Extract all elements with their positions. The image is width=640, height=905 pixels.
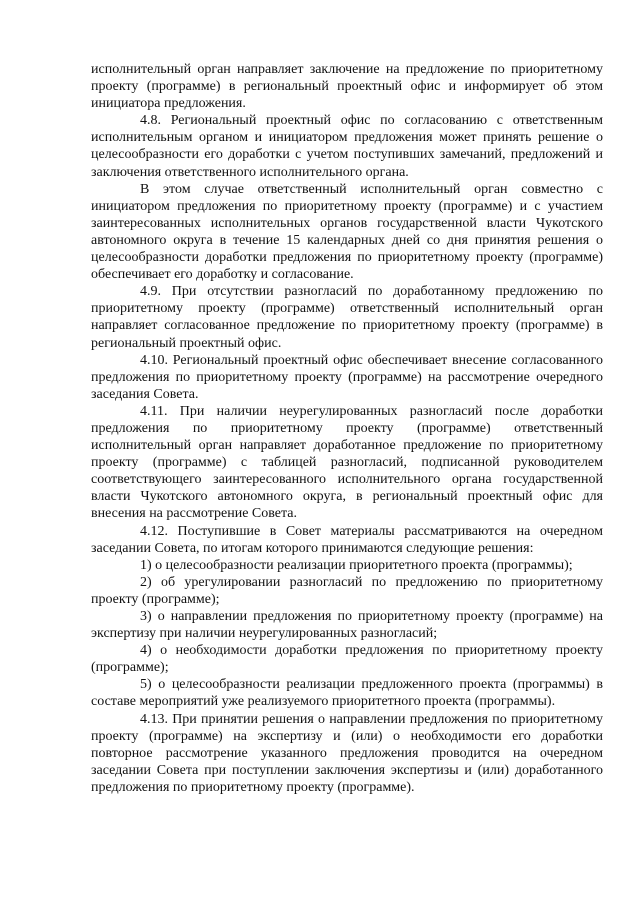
paragraph-4-13: 4.13. При принятии решения о направлении предложения по приоритетному проекту (программе) на экспертизу и (или) о необходимости его доработки повторное рассмотрение указанного предложения проводится на очередном заседании Совета при поступлении заключения экспертизы и (или) доработанного предложения по приоритетному проекту (программе). [91, 711, 603, 795]
list-item-1: 1) о целесообразности реализации приоритетного проекта (программы); [140, 557, 573, 573]
document-page [91, 61, 603, 796]
list-item-2: 2) об урегулировании разногласий по предложению по приоритетному проекту (программе); [91, 574, 603, 607]
paragraph-4-10: 4.10. Региональный проектный офис обеспечивает внесение согласованного предложения по приоритетному проекту (программе) на рассмотрение очередного заседания Совета. [91, 352, 603, 402]
paragraph-4-12: 4.12. Поступившие в Совет материалы рассматриваются на очередном заседании Совета, по итогам которого принимаются следующие решения: [91, 523, 603, 556]
list-item-4: 4) о необходимости доработки предложения по приоритетному проекту (программе); [91, 643, 603, 676]
paragraph-4-9: 4.9. При отсутствии разногласий по доработанному предложению по приоритетному проекту (программе) ответственный исполнительный орган направляет согласованное предложение по приоритетному проекту (программе) в региональный проектный офис. [91, 284, 603, 351]
paragraph-4-11: 4.11. При наличии неурегулированных разногласий после доработки предложения по приоритетному проекту (программе) ответственный исполнительный орган направляет доработанное предложение по приоритетному проекту (программе) с таблицей разногласий, подписанной руководителем соответствующего заинтересованного исполнительного органа государственной власти Чукотского автономного округа, в региональный проектный офис для внесения на рассмотрение Совета. [91, 403, 603, 522]
list-item-3: 3) о направлении предложения по приоритетному проекту (программе) на экспертизу при наличии неурегулированных разногласий; [91, 609, 603, 642]
paragraph-4-8: 4.8. Региональный проектный офис по согласованию с ответственным исполнительным органом и инициатором предложения может принять решение о целесообразности его доработки с учетом поступивших замечаний, предложений и заключения ответственного исполнительного органа. [91, 113, 603, 180]
paragraph-continuation: исполнительный орган направляет заключение на предложение по приоритетному проекту (программе) в региональный проектный офис и информирует об этом инициатора предложения. [91, 62, 603, 112]
list-item-5: 5) о целесообразности реализации предложенного проекта (программы) в составе мероприятий уже реализуемого приоритетного проекта (программы). [91, 677, 603, 710]
paragraph-4-8-cont: В этом случае ответственный исполнительный орган совместно с инициатором предложения по приоритетному проекту (программе) и с участием заинтересованных исполнительных органов государственной власти Чукотского автономного округа в течение 15 календарных дней со дня принятия решения о целесообразности доработки предложения по приоритетному проекту (программе) обеспечивает его доработку и согласование. [91, 181, 603, 283]
